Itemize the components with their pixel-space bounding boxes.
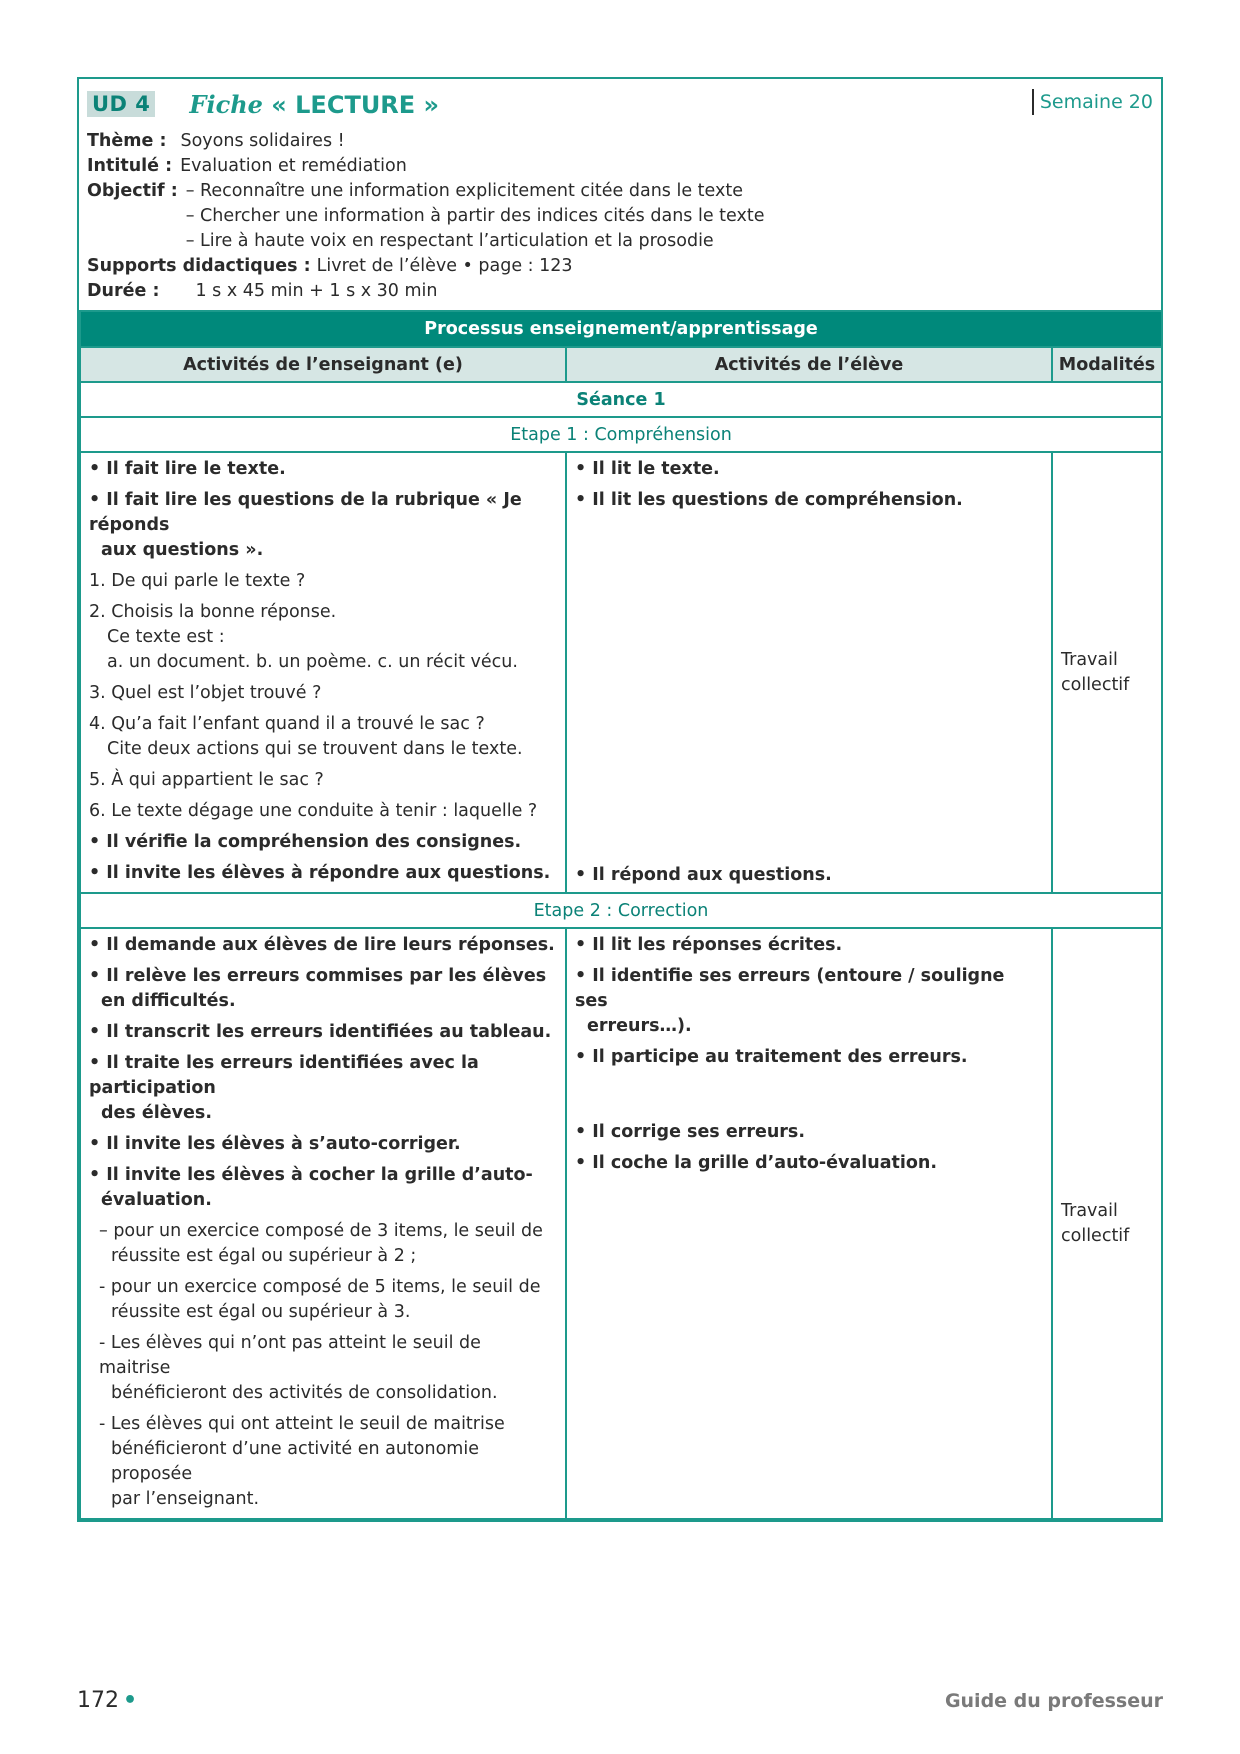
line: réussite est égal ou supérieur à 2 ; xyxy=(111,1246,417,1266)
etape1-modalite xyxy=(1052,452,1162,893)
etape1-title: Etape 1 : Compréhension xyxy=(80,417,1162,452)
etape2-row xyxy=(80,928,1162,1519)
supports-label: Supports didactiques : xyxy=(87,256,311,276)
objectif-row xyxy=(87,179,1153,254)
title-fiche-word: Fiche xyxy=(189,89,263,119)
question-item xyxy=(89,712,557,762)
duree-row xyxy=(87,279,1153,304)
title-bar xyxy=(87,87,1153,121)
etape1-row xyxy=(80,452,1162,893)
sheet-header xyxy=(79,79,1161,310)
line: évaluation. xyxy=(101,1190,212,1210)
title-lecture: « LECTURE » xyxy=(271,90,440,119)
line: - pour un exercice composé de 5 items, le seuil de xyxy=(99,1277,541,1297)
criterion-item xyxy=(89,1219,557,1269)
line: a. un document. b. un poème. c. un récit vécu. xyxy=(107,652,518,672)
list-item: • Il invite les élèves à s’auto-corriger. xyxy=(89,1134,461,1154)
duree-value: 1 s x 45 min + 1 s x 30 min xyxy=(195,281,438,301)
process-band: Processus enseignement/apprentissage xyxy=(80,311,1162,347)
list-item xyxy=(89,1163,557,1213)
line: • Il traite les erreurs identifiées avec la participation xyxy=(89,1053,479,1098)
col-modal-header: Modalités xyxy=(1052,347,1162,382)
etape2-teacher-cell xyxy=(80,928,566,1519)
objectif-item: – Lire à haute voix en respectant l’articulation et la prosodie xyxy=(185,231,714,251)
line: bénéficieront des activités de consolidation. xyxy=(111,1383,498,1403)
lesson-meta xyxy=(87,129,1153,304)
criterion-item xyxy=(89,1412,557,1512)
list-item xyxy=(89,488,557,563)
list-item: • Il lit les réponses écrites. xyxy=(575,935,843,955)
etape1-student-cell xyxy=(566,452,1052,893)
question-item: 5. À qui appartient le sac ? xyxy=(89,770,324,790)
duree-label: Durée : xyxy=(87,281,160,301)
line: Travail xyxy=(1061,1200,1118,1221)
etape2-student-cell xyxy=(566,928,1052,1519)
seance-title: Séance 1 xyxy=(80,382,1162,417)
question-item: 1. De qui parle le texte ? xyxy=(89,571,306,591)
line: bénéficieront d’une activité en autonomie proposée xyxy=(111,1439,479,1484)
objectif-label: Objectif : xyxy=(87,181,178,201)
sheet-title xyxy=(189,90,439,119)
line: 2. Choisis la bonne réponse. xyxy=(89,602,337,622)
list-item: • Il lit le texte. xyxy=(575,459,720,479)
list-item: • Il fait lire le texte. xyxy=(89,459,286,479)
line: par l’enseignant. xyxy=(111,1489,260,1509)
objectif-item: – Reconnaître une information explicitement citée dans le texte xyxy=(185,181,743,201)
list-item xyxy=(575,964,1043,1039)
supports-row xyxy=(87,254,1153,279)
list-item: • Il corrige ses erreurs. xyxy=(575,1122,805,1142)
week-label: Semaine 20 xyxy=(1032,89,1153,115)
col-teacher-header: Activités de l’enseignant (e) xyxy=(80,347,566,382)
line: Cite deux actions qui se trouvent dans le texte. xyxy=(107,739,523,759)
question-item: 3. Quel est l’objet trouvé ? xyxy=(89,683,322,703)
line: en difficultés. xyxy=(101,991,236,1011)
list-item xyxy=(89,964,557,1014)
line: - Les élèves qui ont atteint le seuil de maitrise xyxy=(99,1414,505,1434)
unit-badge: UD 4 xyxy=(87,91,155,117)
supports-value: Livret de l’élève • page : 123 xyxy=(316,256,573,276)
question-item: 6. Le texte dégage une conduite à tenir : laquelle ? xyxy=(89,801,538,821)
line: 4. Qu’a fait l’enfant quand il a trouvé le sac ? xyxy=(89,714,485,734)
line: - Les élèves qui n’ont pas atteint le seuil de maitrise xyxy=(99,1333,481,1378)
process-table xyxy=(79,310,1163,1520)
lesson-sheet xyxy=(77,77,1163,1522)
line: erreurs…). xyxy=(587,1016,692,1036)
list-item: • Il coche la grille d’auto-évaluation. xyxy=(575,1153,938,1173)
list-item: • Il demande aux élèves de lire leurs réponses. xyxy=(89,935,555,955)
etape2-modalite xyxy=(1052,928,1162,1519)
line: collectif xyxy=(1061,674,1130,695)
list-item: • Il invite les élèves à répondre aux questions. xyxy=(89,863,551,883)
line: • Il invite les élèves à cocher la grille d’auto- xyxy=(89,1165,533,1185)
line: réussite est égal ou supérieur à 3. xyxy=(111,1302,411,1322)
list-item xyxy=(89,1051,557,1126)
list-item: • Il vérifie la compréhension des consignes. xyxy=(89,832,522,852)
page-number-value: 172 xyxy=(77,1688,119,1713)
col-student-header: Activités de l’élève xyxy=(566,347,1052,382)
line: • Il relève les erreurs commises par les élèves xyxy=(89,966,547,986)
intitule-row xyxy=(87,154,1153,179)
intitule-label: Intitulé : xyxy=(87,156,173,176)
line: collectif xyxy=(1061,1225,1130,1246)
list-item: • Il lit les questions de compréhension. xyxy=(575,490,963,510)
line: • Il fait lire les questions de la rubrique « Je réponds xyxy=(89,490,522,535)
bullet-icon: • xyxy=(123,1688,138,1713)
footer-guide-label: Guide du professeur xyxy=(944,1690,1163,1712)
line: Ce texte est : xyxy=(107,627,225,647)
etape2-title: Etape 2 : Correction xyxy=(80,893,1162,928)
page-number xyxy=(77,1688,137,1713)
line: • Il identifie ses erreurs (entoure / souligne ses xyxy=(575,966,1005,1011)
objectif-list xyxy=(186,179,765,254)
criterion-item xyxy=(89,1275,557,1325)
question-item xyxy=(89,600,557,675)
list-item: • Il répond aux questions. xyxy=(575,865,832,885)
etape1-teacher-cell xyxy=(80,452,566,893)
line: des élèves. xyxy=(101,1103,212,1123)
theme-value: Soyons solidaires ! xyxy=(180,131,345,151)
theme-row xyxy=(87,129,1153,154)
list-item: • Il transcrit les erreurs identifiées au tableau. xyxy=(89,1022,552,1042)
line: – pour un exercice composé de 3 items, le seuil de xyxy=(99,1221,543,1241)
line: Travail xyxy=(1061,649,1118,670)
objectif-item: – Chercher une information à partir des indices cités dans le texte xyxy=(185,206,765,226)
line: aux questions ». xyxy=(101,540,264,560)
theme-label: Thème : xyxy=(87,131,167,151)
intitule-value: Evaluation et remédiation xyxy=(180,156,407,176)
list-item: • Il participe au traitement des erreurs. xyxy=(575,1047,968,1067)
criterion-item xyxy=(89,1331,557,1406)
